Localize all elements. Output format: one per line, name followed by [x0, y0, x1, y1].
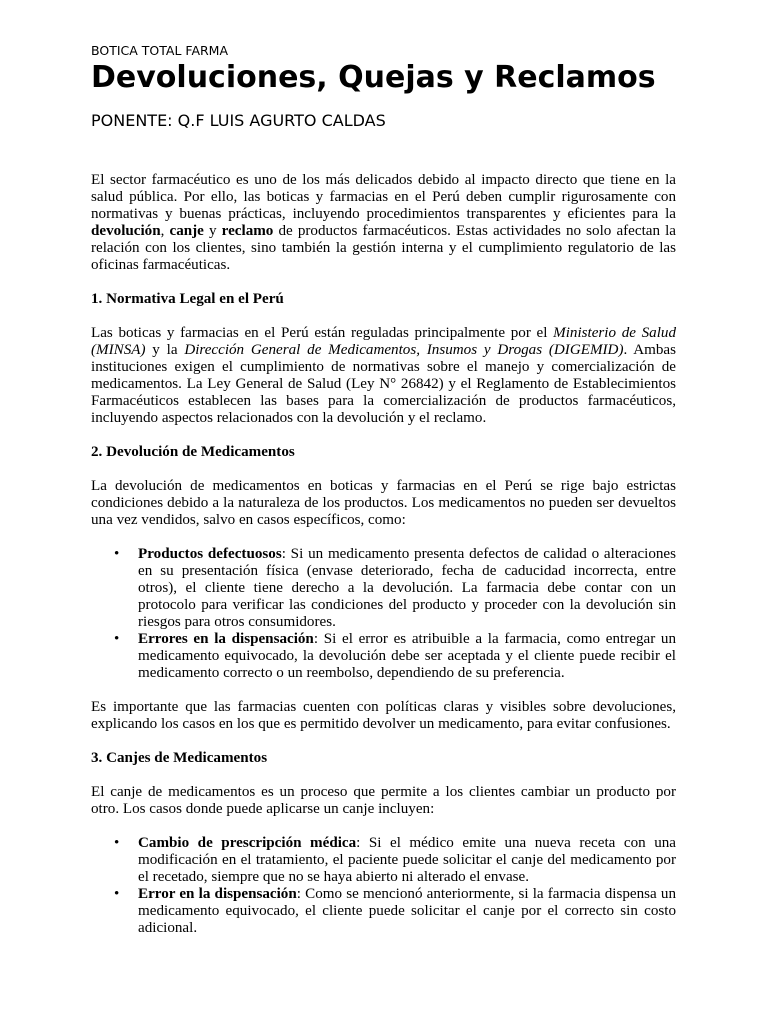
bullet-icon: •	[114, 835, 120, 851]
list-item: • Cambio de prescripción médica: Si el médico emite una nueva receta con una modificación en el tratamiento, el paciente puede solicitar el canje del medicamento por el recetado, siempre que no se haya abierto ni alterado el envase.	[114, 835, 676, 885]
list-item: • Errores en la dispensación: Si el error es atribuible a la farmacia, como entregar un medicamento equivocado, la devolución debe ser aceptada y el cliente puede recibir el medicamento correcto o un reembolso, dependiendo de su preferencia.	[114, 631, 676, 681]
bullet-icon: •	[114, 886, 120, 902]
exchanges-list	[91, 835, 676, 937]
presenter-line: PONENTE: Q.F LUIS AGURTO CALDAS	[91, 111, 386, 130]
bullet-icon: •	[114, 546, 120, 562]
document-title: Devoluciones, Quejas y Reclamos	[91, 60, 656, 95]
section-1-heading: 1. Normativa Legal en el Perú	[91, 291, 284, 307]
list-item: • Productos defectuosos: Si un medicamento presenta defectos de calidad o alteraciones en su presentación física (envase deteriorado, fecha de caducidad incorrecta, entre otros), el cliente tiene derecho a la devolución. La farmacia debe contar con un protocolo para verificar las condiciones del producto y proceder con la devolución sin riesgos para otros consumidores.	[114, 546, 676, 630]
section-3-intro: El canje de medicamentos es un proceso que permite a los clientes cambiar un producto por otro. Los casos donde puede aplicarse un canje incluyen:	[91, 784, 676, 817]
intro-paragraph: El sector farmacéutico es uno de los más delicados debido al impacto directo que tiene en la salud pública. Por ello, las boticas y farmacias en el Perú deben cumplir rigurosamente con normativas y buenas prácticas, incluyendo procedimientos transparentes y eficientes para la devolución, canje y reclamo de productos farmacéuticos. Estas actividades no solo afectan la relación con los clientes, sino también la gestión interna y el cumplimiento regulatorio de las oficinas farmacéuticas.	[91, 172, 677, 273]
organization-name: BOTICA TOTAL FARMA	[91, 43, 229, 58]
list-item: • Error en la dispensación: Como se mencionó anteriormente, si la farmacia dispensa un medicamento equivocado, el cliente puede solicitar el canje por el correcto sin costo adicional.	[114, 886, 676, 936]
term-reclamo: reclamo	[221, 223, 274, 239]
section-2-heading: 2. Devolución de Medicamentos	[91, 444, 295, 460]
returns-list	[91, 546, 676, 682]
minsa-name: Ministerio de Salud (MINSA)	[91, 325, 677, 358]
section-2-intro: La devolución de medicamentos en boticas y farmacias en el Perú se rige bajo estrictas condiciones debido a la naturaleza de los productos. Los medicamentos no pueden ser devueltos una vez vendidos, salvo en casos específicos, como:	[91, 478, 676, 528]
term-canje: canje	[169, 223, 204, 239]
section-3-heading: 3. Canjes de Medicamentos	[91, 750, 268, 766]
term-devolucion: devolución	[91, 223, 161, 239]
bullet-icon: •	[114, 631, 120, 647]
section-2-closing: Es importante que las farmacias cuenten con políticas claras y visibles sobre devoluciones, explicando los casos en los que es permitido devolver un medicamento, para evitar confusiones.	[91, 699, 676, 732]
digemid-name: Dirección General de Medicamentos, Insumos y Drogas (DIGEMID)	[184, 342, 624, 358]
document-page	[91, 42, 676, 937]
section-1-paragraph: Las boticas y farmacias en el Perú están reguladas principalmente por el Ministerio de Salud (MINSA) y la Dirección General de Medicamentos, Insumos y Drogas (DIGEMID). Ambas instituciones exigen el cumplimiento de normativas sobre el manejo y comercialización de medicamentos. La Ley General de Salud (Ley N° 26842) y el Reglamento de Establecimientos Farmacéuticos establecen las bases para la comercialización de productos farmacéuticos, incluyendo aspectos relacionados con la devolución y el reclamo.	[91, 325, 677, 426]
